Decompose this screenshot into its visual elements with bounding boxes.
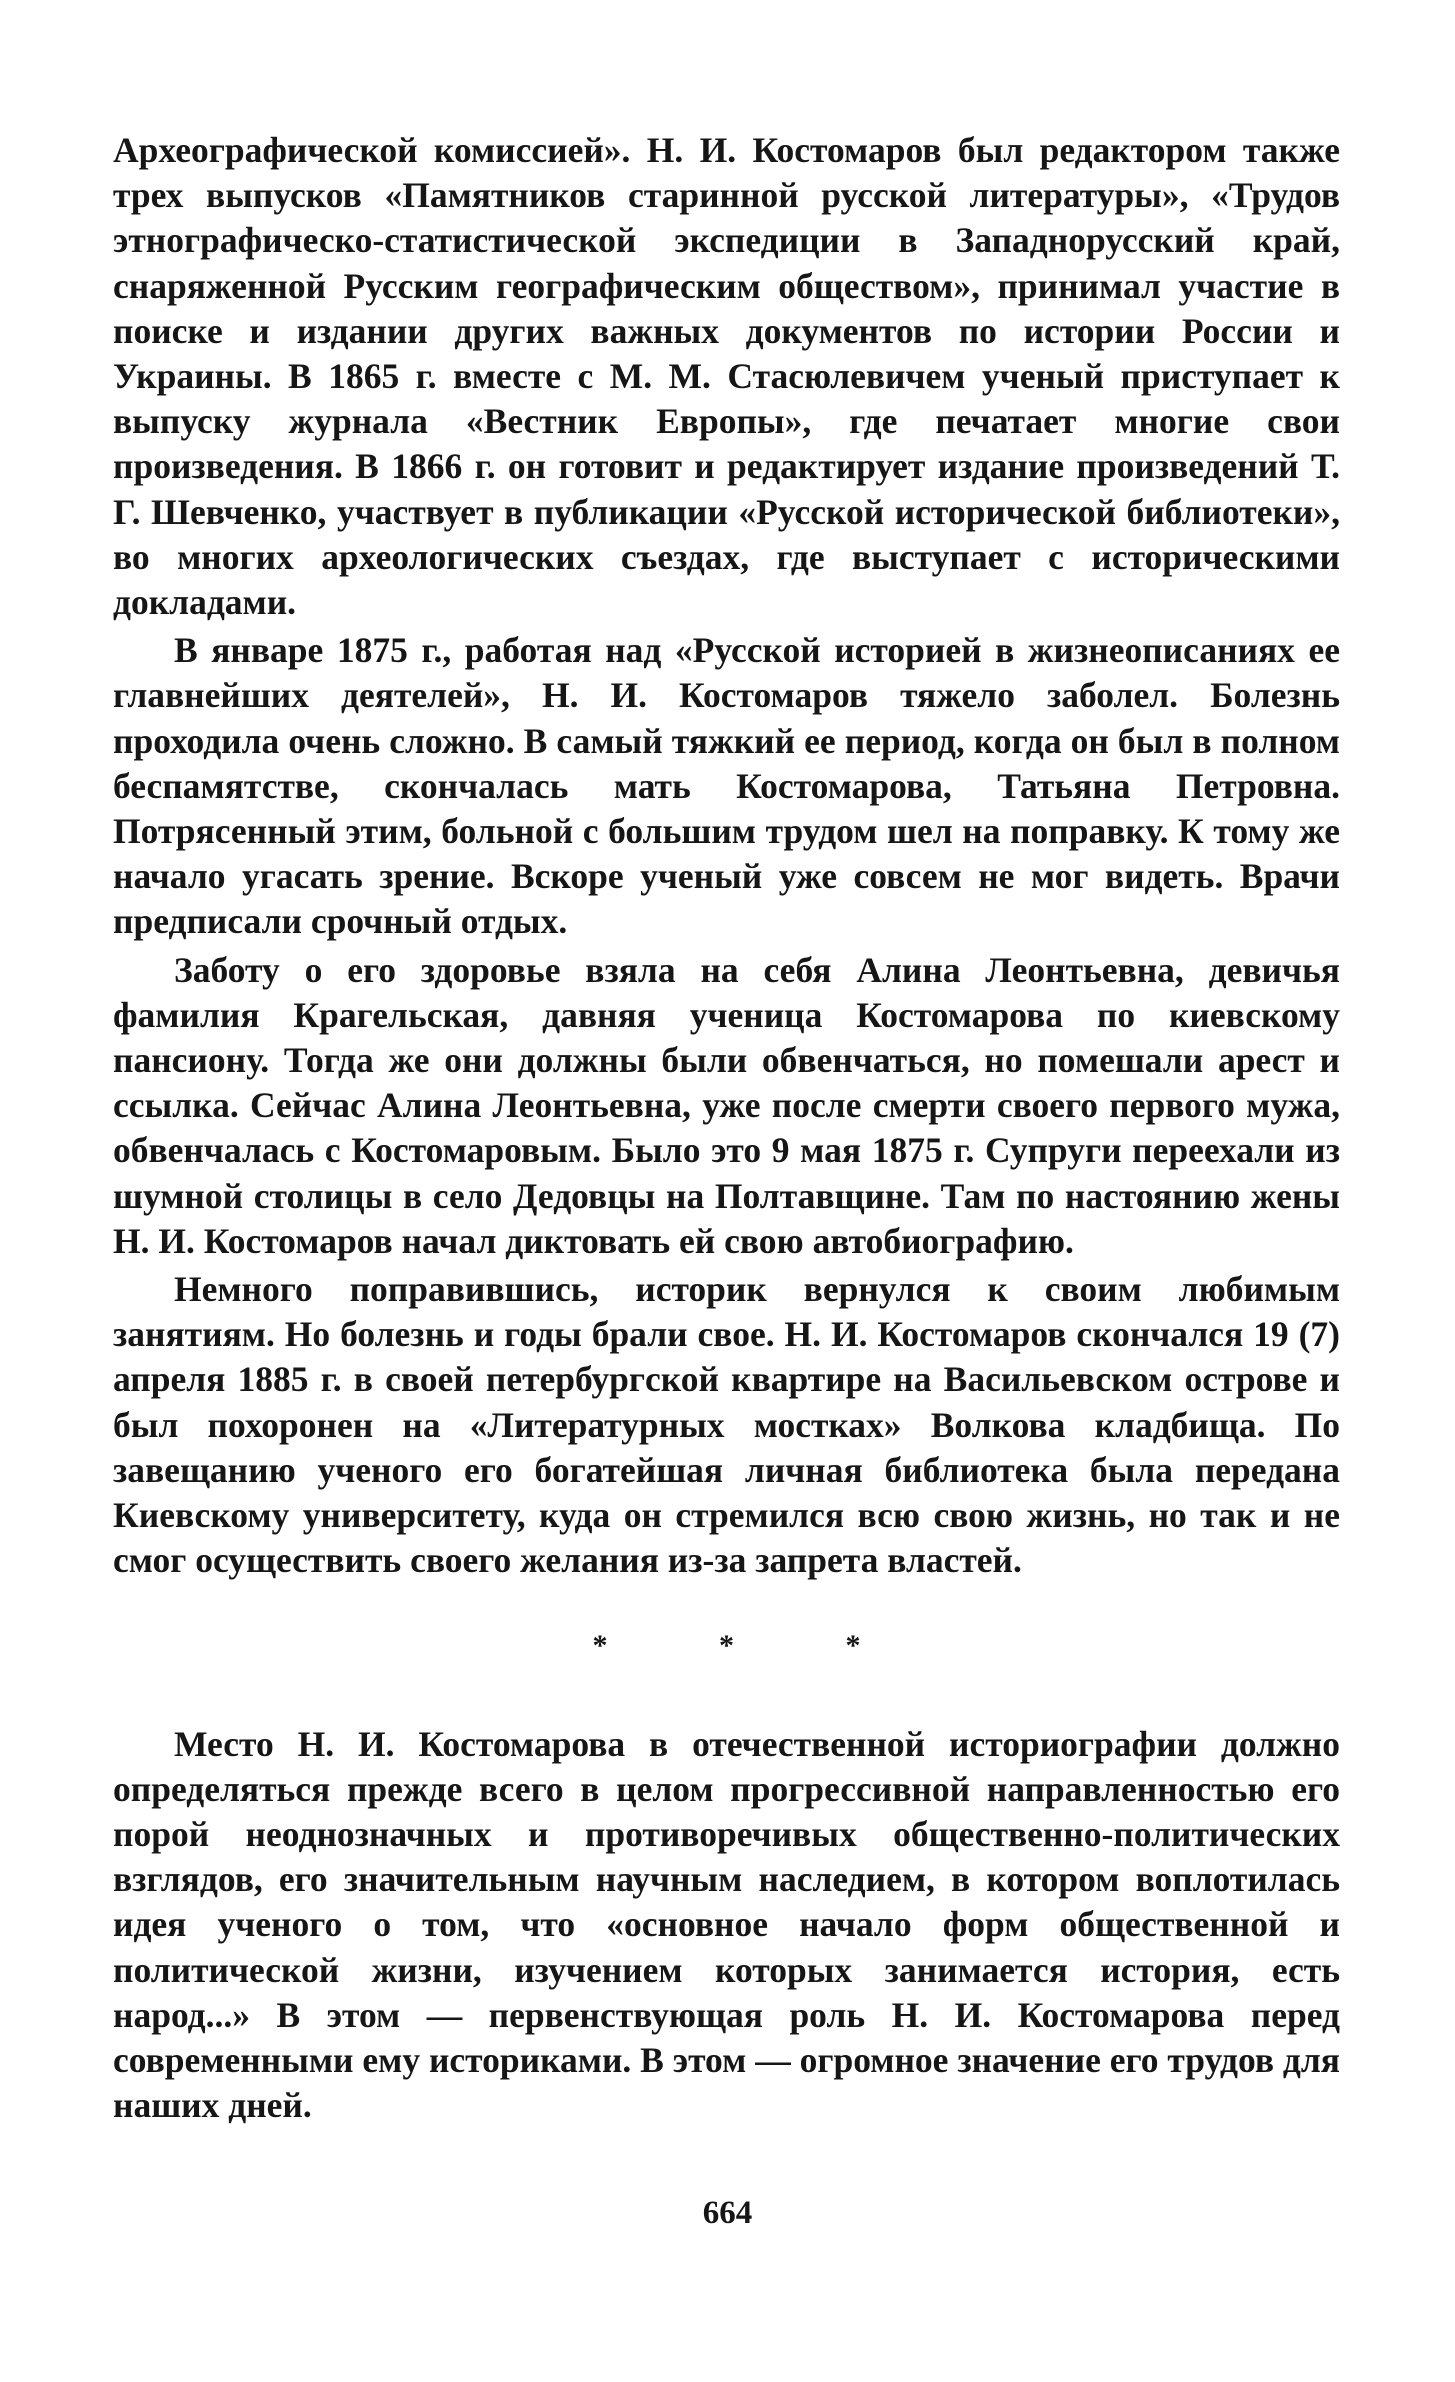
paragraph-historiography-significance: Место Н. И. Костомарова в отечественной историографии должно определяться прежде всего в целом прогрессивной направленностью его порой неоднозначных и противоречивых общественно-политических взглядов, его значительным научным наследием, в котором воплотилась идея ученого о том, что «основное начало форм общественной и политической жизни, изучением которых занимается история, есть народ...» В этом — первенствующая роль Н. И. Костомарова перед современными ему историками. В этом — огромное значение его трудов для наших дней. [113, 1723, 1340, 2126]
paragraph-death-1885: Немного поправившись, историк вернулся к своим любимым занятиям. Но болезнь и годы брали свое. Н. И. Костомаров скончался 19 (7) апреля 1885 г. в своей петербургской квартире на Васильевском острове и был похоронен на «Литературных мостках» Волкова кладбища. По завещанию ученого его богатейшая личная библиотека была передана Киевскому университету, куда он стремился всю свою жизнь, но так и не смог осуществить своего желания из-за запрета властей. [113, 1269, 1340, 1581]
section-separator: * * * [592, 1628, 913, 1662]
page-number: 664 [702, 2195, 753, 2231]
paragraph-illness-1875: В январе 1875 г., работая над «Русской историей в жизнеописаниях ее главнейших деятелей», Н. И. Костомаров тяжело заболел. Болезнь проходила очень сложно. В самый тяжкий ее период, когда он был в полном беспамятстве, скончалась мать Костомарова, Татьяна Петровна. Потрясенный этим, больной с большим трудом шел на поправку. К тому же начало угасать зрение. Вскоре ученый уже совсем не мог видеть. Врачи предписали срочный отдых. [113, 630, 1340, 942]
paragraph-archaeographic-commission: Археографической комиссией». Н. И. Костомаров был редактором также трех выпусков «Памятников старинной русской литературы», «Трудов этнографическо-статистической экспедиции в Западнорусский край, снаряженной Русским географическим обществом», принимал участие в поиске и издании других важных документов по истории России и Украины. В 1865 г. вместе с М. М. Стасюлевичем ученый приступает к выпуску журнала «Вестник Европы», где печатает многие свои произведения. В 1866 г. он готовит и редактирует издание произведений Т. Г. Шевченко, участвует в публикации «Русской исторической библиотеки», во многих археологических съездах, где выступает с историческими докладами. [113, 130, 1340, 623]
page-body [113, 128, 1340, 2131]
paragraph-alina-leontievna: Заботу о его здоровье взяла на себя Алина Леонтьевна, девичья фамилия Крагельская, давняя ученица Костомарова по киевскому пансиону. Тогда же они должны были обвенчаться, но помешали арест и ссылка. Сейчас Алина Леонтьевна, уже после смерти своего первого мужа, обвенчалась с Костомаровым. Было это 9 мая 1875 г. Супруги переехали из шумной столицы в село Дедовцы на Полтавщине. Там по настоянию жены Н. И. Костомаров начал диктовать ей свою автобиографию. [113, 949, 1340, 1261]
